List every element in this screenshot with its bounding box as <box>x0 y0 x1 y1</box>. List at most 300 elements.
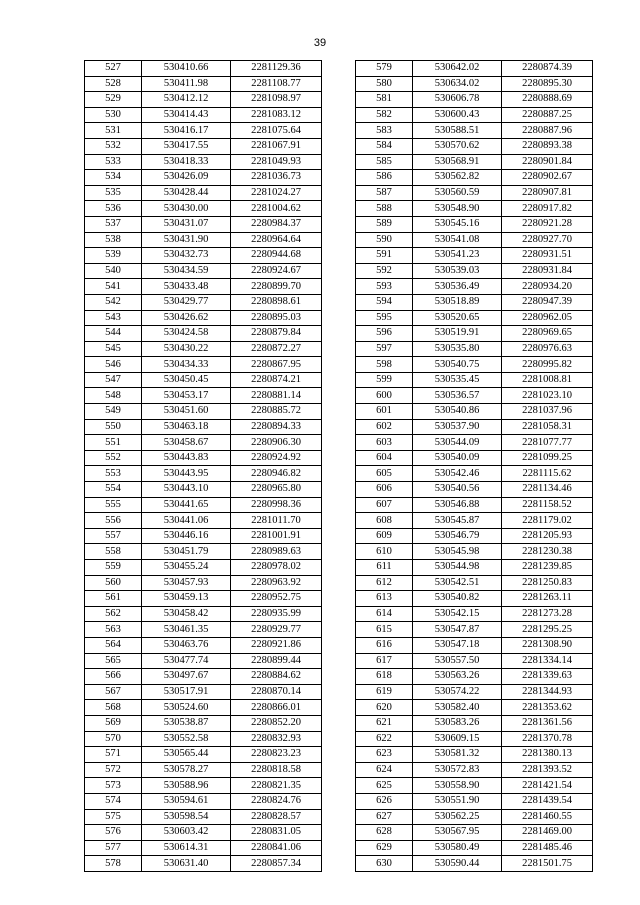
x-coordinate-cell: 530412.12 <box>142 92 231 108</box>
point-number-cell: 531 <box>85 123 142 139</box>
point-number-cell: 552 <box>85 450 142 466</box>
point-number-cell: 528 <box>85 76 142 92</box>
table-row <box>356 138 593 154</box>
y-coordinate-cell: 2281075.64 <box>231 123 322 139</box>
table-row <box>85 263 322 279</box>
y-coordinate-cell: 2280902.67 <box>502 170 593 186</box>
point-number-cell: 610 <box>356 544 413 560</box>
y-coordinate-cell: 2280828.57 <box>231 809 322 825</box>
x-coordinate-cell: 530451.60 <box>142 404 231 420</box>
point-number-cell: 569 <box>85 715 142 731</box>
table-row <box>85 560 322 576</box>
table-row <box>356 263 593 279</box>
point-number-cell: 594 <box>356 294 413 310</box>
table-row <box>356 700 593 716</box>
y-coordinate-cell: 2280881.14 <box>231 388 322 404</box>
point-number-cell: 600 <box>356 388 413 404</box>
x-coordinate-cell: 530540.56 <box>413 482 502 498</box>
x-coordinate-cell: 530443.83 <box>142 450 231 466</box>
table-row <box>85 232 322 248</box>
y-coordinate-cell: 2281380.13 <box>502 747 593 763</box>
table-row <box>85 856 322 872</box>
table-row <box>85 435 322 451</box>
x-coordinate-cell: 530536.57 <box>413 388 502 404</box>
point-number-cell: 571 <box>85 747 142 763</box>
y-coordinate-cell: 2280852.20 <box>231 715 322 731</box>
y-coordinate-cell: 2280924.67 <box>231 263 322 279</box>
x-coordinate-cell: 530434.33 <box>142 357 231 373</box>
x-coordinate-cell: 530535.80 <box>413 341 502 357</box>
y-coordinate-cell: 2281001.91 <box>231 528 322 544</box>
table-row <box>85 778 322 794</box>
x-coordinate-cell: 530542.51 <box>413 575 502 591</box>
point-number-cell: 586 <box>356 170 413 186</box>
y-coordinate-cell: 2281295.25 <box>502 622 593 638</box>
y-coordinate-cell: 2280901.84 <box>502 154 593 170</box>
table-row <box>85 372 322 388</box>
table-row <box>356 404 593 420</box>
x-coordinate-cell: 530590.44 <box>413 856 502 872</box>
y-coordinate-cell: 2280921.86 <box>231 637 322 653</box>
y-coordinate-cell: 2280857.34 <box>231 856 322 872</box>
x-coordinate-cell: 530606.78 <box>413 92 502 108</box>
x-coordinate-cell: 530450.45 <box>142 372 231 388</box>
y-coordinate-cell: 2281037.96 <box>502 404 593 420</box>
y-coordinate-cell: 2281115.62 <box>502 466 593 482</box>
point-number-cell: 557 <box>85 528 142 544</box>
y-coordinate-cell: 2280866.01 <box>231 700 322 716</box>
table-row <box>85 575 322 591</box>
point-number-cell: 535 <box>85 185 142 201</box>
point-number-cell: 573 <box>85 778 142 794</box>
point-number-cell: 627 <box>356 809 413 825</box>
x-coordinate-cell: 530642.02 <box>413 61 502 77</box>
y-coordinate-cell: 2281179.02 <box>502 513 593 529</box>
point-number-cell: 617 <box>356 653 413 669</box>
x-coordinate-cell: 530446.16 <box>142 528 231 544</box>
x-coordinate-cell: 530581.32 <box>413 747 502 763</box>
x-coordinate-cell: 530417.55 <box>142 138 231 154</box>
x-coordinate-cell: 530557.50 <box>413 653 502 669</box>
point-number-cell: 625 <box>356 778 413 794</box>
x-coordinate-cell: 530430.22 <box>142 341 231 357</box>
point-number-cell: 554 <box>85 482 142 498</box>
y-coordinate-cell: 2280935.99 <box>231 606 322 622</box>
y-coordinate-cell: 2280832.93 <box>231 731 322 747</box>
table-row <box>85 248 322 264</box>
point-number-cell: 621 <box>356 715 413 731</box>
table-row <box>356 170 593 186</box>
point-number-cell: 626 <box>356 793 413 809</box>
x-coordinate-cell: 530544.09 <box>413 435 502 451</box>
table-row <box>356 341 593 357</box>
x-coordinate-cell: 530583.26 <box>413 715 502 731</box>
x-coordinate-cell: 530518.89 <box>413 294 502 310</box>
y-coordinate-cell: 2280894.33 <box>231 419 322 435</box>
y-coordinate-cell: 2280965.80 <box>231 482 322 498</box>
table-row <box>85 606 322 622</box>
point-number-cell: 543 <box>85 310 142 326</box>
table-row <box>356 809 593 825</box>
x-coordinate-cell: 530545.98 <box>413 544 502 560</box>
y-coordinate-cell: 2281421.54 <box>502 778 593 794</box>
table-row <box>85 747 322 763</box>
x-coordinate-cell: 530434.59 <box>142 263 231 279</box>
table-row <box>356 513 593 529</box>
table-row <box>85 840 322 856</box>
x-coordinate-cell: 530578.27 <box>142 762 231 778</box>
table-row <box>356 279 593 295</box>
x-coordinate-cell: 530517.91 <box>142 684 231 700</box>
y-coordinate-cell: 2280899.70 <box>231 279 322 295</box>
coordinates-table-right <box>355 60 593 872</box>
x-coordinate-cell: 530426.09 <box>142 170 231 186</box>
x-coordinate-cell: 530567.95 <box>413 825 502 841</box>
y-coordinate-cell: 2281077.77 <box>502 435 593 451</box>
y-coordinate-cell: 2281308.90 <box>502 637 593 653</box>
x-coordinate-cell: 530441.06 <box>142 513 231 529</box>
table-row <box>85 279 322 295</box>
point-number-cell: 599 <box>356 372 413 388</box>
point-number-cell: 587 <box>356 185 413 201</box>
x-coordinate-cell: 530458.67 <box>142 435 231 451</box>
y-coordinate-cell: 2281024.27 <box>231 185 322 201</box>
x-coordinate-cell: 530541.23 <box>413 248 502 264</box>
x-coordinate-cell: 530562.25 <box>413 809 502 825</box>
y-coordinate-cell: 2281361.56 <box>502 715 593 731</box>
point-number-cell: 620 <box>356 700 413 716</box>
table-row <box>356 216 593 232</box>
table-row <box>85 404 322 420</box>
point-number-cell: 622 <box>356 731 413 747</box>
table-row <box>356 637 593 653</box>
point-number-cell: 549 <box>85 404 142 420</box>
table-row <box>356 201 593 217</box>
table-row <box>85 61 322 77</box>
table-row <box>356 560 593 576</box>
x-coordinate-cell: 530565.44 <box>142 747 231 763</box>
point-number-cell: 583 <box>356 123 413 139</box>
point-number-cell: 591 <box>356 248 413 264</box>
table-row <box>356 528 593 544</box>
table-row <box>85 419 322 435</box>
point-number-cell: 611 <box>356 560 413 576</box>
x-coordinate-cell: 530603.42 <box>142 825 231 841</box>
x-coordinate-cell: 530580.49 <box>413 840 502 856</box>
point-number-cell: 605 <box>356 466 413 482</box>
point-number-cell: 612 <box>356 575 413 591</box>
y-coordinate-cell: 2281263.11 <box>502 591 593 607</box>
x-coordinate-cell: 530572.83 <box>413 762 502 778</box>
y-coordinate-cell: 2281134.46 <box>502 482 593 498</box>
x-coordinate-cell: 530539.03 <box>413 263 502 279</box>
y-coordinate-cell: 2280888.69 <box>502 92 593 108</box>
table-row <box>85 528 322 544</box>
y-coordinate-cell: 2280899.44 <box>231 653 322 669</box>
table-row <box>85 700 322 716</box>
x-coordinate-cell: 530558.90 <box>413 778 502 794</box>
y-coordinate-cell: 2280924.92 <box>231 450 322 466</box>
x-coordinate-cell: 530540.75 <box>413 357 502 373</box>
point-number-cell: 566 <box>85 669 142 685</box>
point-number-cell: 570 <box>85 731 142 747</box>
point-number-cell: 592 <box>356 263 413 279</box>
x-coordinate-cell: 530546.88 <box>413 497 502 513</box>
point-number-cell: 558 <box>85 544 142 560</box>
table-row <box>356 326 593 342</box>
y-coordinate-cell: 2281460.55 <box>502 809 593 825</box>
y-coordinate-cell: 2281083.12 <box>231 107 322 123</box>
point-number-cell: 556 <box>85 513 142 529</box>
table-row <box>85 591 322 607</box>
table-row <box>356 497 593 513</box>
table-row <box>356 825 593 841</box>
table-row <box>85 341 322 357</box>
y-coordinate-cell: 2280895.03 <box>231 310 322 326</box>
y-coordinate-cell: 2281344.93 <box>502 684 593 700</box>
point-number-cell: 550 <box>85 419 142 435</box>
point-number-cell: 537 <box>85 216 142 232</box>
point-number-cell: 547 <box>85 372 142 388</box>
table-row <box>356 419 593 435</box>
point-number-cell: 588 <box>356 201 413 217</box>
x-coordinate-cell: 530477.74 <box>142 653 231 669</box>
x-coordinate-cell: 530545.16 <box>413 216 502 232</box>
x-coordinate-cell: 530588.51 <box>413 123 502 139</box>
point-number-cell: 582 <box>356 107 413 123</box>
y-coordinate-cell: 2281158.52 <box>502 497 593 513</box>
y-coordinate-cell: 2281370.78 <box>502 731 593 747</box>
table-row <box>85 310 322 326</box>
y-coordinate-cell: 2280885.72 <box>231 404 322 420</box>
table-row <box>356 793 593 809</box>
y-coordinate-cell: 2281049.93 <box>231 154 322 170</box>
point-number-cell: 578 <box>85 856 142 872</box>
y-coordinate-cell: 2281008.81 <box>502 372 593 388</box>
y-coordinate-cell: 2281205.93 <box>502 528 593 544</box>
point-number-cell: 609 <box>356 528 413 544</box>
x-coordinate-cell: 530457.93 <box>142 575 231 591</box>
table-row <box>356 466 593 482</box>
x-coordinate-cell: 530609.15 <box>413 731 502 747</box>
y-coordinate-cell: 2280978.02 <box>231 560 322 576</box>
y-coordinate-cell: 2280952.75 <box>231 591 322 607</box>
table-row <box>356 123 593 139</box>
point-number-cell: 539 <box>85 248 142 264</box>
x-coordinate-cell: 530540.09 <box>413 450 502 466</box>
table-row <box>85 482 322 498</box>
x-coordinate-cell: 530542.15 <box>413 606 502 622</box>
point-number-cell: 615 <box>356 622 413 638</box>
point-number-cell: 576 <box>85 825 142 841</box>
point-number-cell: 567 <box>85 684 142 700</box>
table-row <box>85 107 322 123</box>
x-coordinate-cell: 530411.98 <box>142 76 231 92</box>
point-number-cell: 623 <box>356 747 413 763</box>
x-coordinate-cell: 530453.17 <box>142 388 231 404</box>
table-row <box>85 622 322 638</box>
point-number-cell: 540 <box>85 263 142 279</box>
y-coordinate-cell: 2280995.82 <box>502 357 593 373</box>
table-row <box>85 326 322 342</box>
y-coordinate-cell: 2281004.62 <box>231 201 322 217</box>
x-coordinate-cell: 530631.40 <box>142 856 231 872</box>
point-number-cell: 589 <box>356 216 413 232</box>
x-coordinate-cell: 530416.17 <box>142 123 231 139</box>
x-coordinate-cell: 530424.58 <box>142 326 231 342</box>
y-coordinate-cell: 2281023.10 <box>502 388 593 404</box>
point-number-cell: 530 <box>85 107 142 123</box>
point-number-cell: 538 <box>85 232 142 248</box>
point-number-cell: 546 <box>85 357 142 373</box>
point-number-cell: 602 <box>356 419 413 435</box>
x-coordinate-cell: 530463.76 <box>142 637 231 653</box>
table-row <box>356 669 593 685</box>
point-number-cell: 542 <box>85 294 142 310</box>
x-coordinate-cell: 530433.48 <box>142 279 231 295</box>
table-row <box>356 372 593 388</box>
y-coordinate-cell: 2280887.25 <box>502 107 593 123</box>
y-coordinate-cell: 2281067.91 <box>231 138 322 154</box>
point-number-cell: 574 <box>85 793 142 809</box>
x-coordinate-cell: 530410.66 <box>142 61 231 77</box>
y-coordinate-cell: 2281501.75 <box>502 856 593 872</box>
point-number-cell: 580 <box>356 76 413 92</box>
table-row <box>85 154 322 170</box>
table-row <box>85 92 322 108</box>
table-row <box>356 232 593 248</box>
y-coordinate-cell: 2280867.95 <box>231 357 322 373</box>
point-number-cell: 581 <box>356 92 413 108</box>
table-row <box>85 669 322 685</box>
point-number-cell: 564 <box>85 637 142 653</box>
table-row <box>356 840 593 856</box>
y-coordinate-cell: 2280969.65 <box>502 326 593 342</box>
table-row <box>85 715 322 731</box>
y-coordinate-cell: 2280907.81 <box>502 185 593 201</box>
point-number-cell: 598 <box>356 357 413 373</box>
x-coordinate-cell: 530414.43 <box>142 107 231 123</box>
point-number-cell: 541 <box>85 279 142 295</box>
point-number-cell: 561 <box>85 591 142 607</box>
point-number-cell: 534 <box>85 170 142 186</box>
y-coordinate-cell: 2280870.14 <box>231 684 322 700</box>
y-coordinate-cell: 2281099.25 <box>502 450 593 466</box>
point-number-cell: 608 <box>356 513 413 529</box>
x-coordinate-cell: 530551.90 <box>413 793 502 809</box>
x-coordinate-cell: 530541.08 <box>413 232 502 248</box>
table-row <box>356 107 593 123</box>
point-number-cell: 568 <box>85 700 142 716</box>
x-coordinate-cell: 530463.18 <box>142 419 231 435</box>
table-row <box>85 138 322 154</box>
x-coordinate-cell: 530537.90 <box>413 419 502 435</box>
y-coordinate-cell: 2280934.20 <box>502 279 593 295</box>
x-coordinate-cell: 530548.90 <box>413 201 502 217</box>
y-coordinate-cell: 2281393.52 <box>502 762 593 778</box>
x-coordinate-cell: 530594.61 <box>142 793 231 809</box>
table-row <box>85 123 322 139</box>
y-coordinate-cell: 2280921.28 <box>502 216 593 232</box>
y-coordinate-cell: 2280931.84 <box>502 263 593 279</box>
table-row <box>356 248 593 264</box>
point-number-cell: 533 <box>85 154 142 170</box>
y-coordinate-cell: 2281485.46 <box>502 840 593 856</box>
point-number-cell: 604 <box>356 450 413 466</box>
table-row <box>356 747 593 763</box>
x-coordinate-cell: 530535.45 <box>413 372 502 388</box>
y-coordinate-cell: 2281339.63 <box>502 669 593 685</box>
x-coordinate-cell: 530458.42 <box>142 606 231 622</box>
y-coordinate-cell: 2281036.73 <box>231 170 322 186</box>
x-coordinate-cell: 530459.13 <box>142 591 231 607</box>
y-coordinate-cell: 2280841.06 <box>231 840 322 856</box>
x-coordinate-cell: 530547.18 <box>413 637 502 653</box>
point-number-cell: 559 <box>85 560 142 576</box>
y-coordinate-cell: 2281250.83 <box>502 575 593 591</box>
point-number-cell: 614 <box>356 606 413 622</box>
table-row <box>356 154 593 170</box>
table-row <box>356 653 593 669</box>
y-coordinate-cell: 2281439.54 <box>502 793 593 809</box>
y-coordinate-cell: 2280818.58 <box>231 762 322 778</box>
x-coordinate-cell: 530598.54 <box>142 809 231 825</box>
y-coordinate-cell: 2280917.82 <box>502 201 593 217</box>
table-row <box>356 482 593 498</box>
point-number-cell: 629 <box>356 840 413 856</box>
point-number-cell: 565 <box>85 653 142 669</box>
x-coordinate-cell: 530562.82 <box>413 170 502 186</box>
x-coordinate-cell: 530614.31 <box>142 840 231 856</box>
x-coordinate-cell: 530430.00 <box>142 201 231 217</box>
x-coordinate-cell: 530547.87 <box>413 622 502 638</box>
y-coordinate-cell: 2281129.36 <box>231 61 322 77</box>
table-row <box>356 76 593 92</box>
point-number-cell: 548 <box>85 388 142 404</box>
point-number-cell: 577 <box>85 840 142 856</box>
y-coordinate-cell: 2281011.70 <box>231 513 322 529</box>
table-row <box>85 497 322 513</box>
point-number-cell: 630 <box>356 856 413 872</box>
table-row <box>85 357 322 373</box>
point-number-cell: 585 <box>356 154 413 170</box>
y-coordinate-cell: 2280823.23 <box>231 747 322 763</box>
table-row <box>85 294 322 310</box>
point-number-cell: 536 <box>85 201 142 217</box>
table-row <box>85 170 322 186</box>
point-number-cell: 624 <box>356 762 413 778</box>
x-coordinate-cell: 530520.65 <box>413 310 502 326</box>
x-coordinate-cell: 530451.79 <box>142 544 231 560</box>
table-row <box>356 684 593 700</box>
y-coordinate-cell: 2281469.00 <box>502 825 593 841</box>
y-coordinate-cell: 2280872.27 <box>231 341 322 357</box>
y-coordinate-cell: 2280947.39 <box>502 294 593 310</box>
x-coordinate-cell: 530428.44 <box>142 185 231 201</box>
table-row <box>85 388 322 404</box>
table-row <box>356 450 593 466</box>
y-coordinate-cell: 2280962.05 <box>502 310 593 326</box>
point-number-cell: 628 <box>356 825 413 841</box>
y-coordinate-cell: 2280944.68 <box>231 248 322 264</box>
table-row <box>356 575 593 591</box>
table-row <box>85 450 322 466</box>
point-number-cell: 593 <box>356 279 413 295</box>
point-number-cell: 572 <box>85 762 142 778</box>
point-number-cell: 560 <box>85 575 142 591</box>
table-row <box>356 731 593 747</box>
table-row <box>85 653 322 669</box>
